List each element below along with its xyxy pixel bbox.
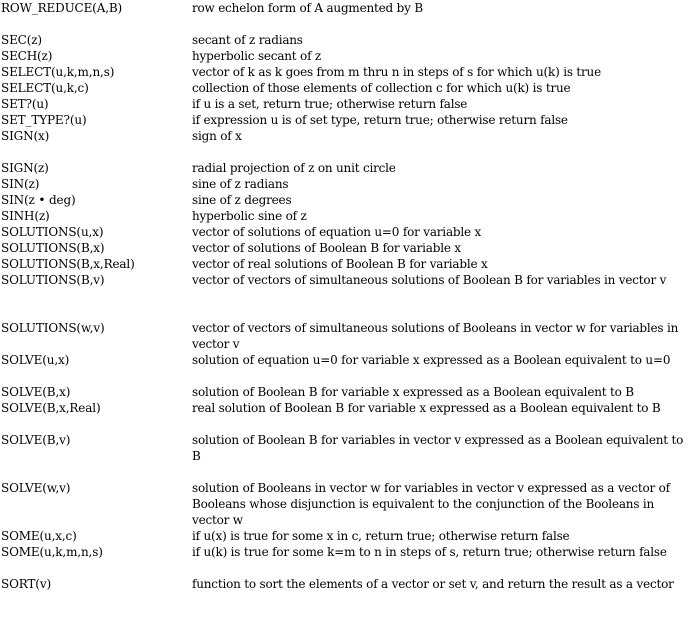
- function-description: collection of those elements of collection c for which u(k) is true: [192, 81, 571, 95]
- function-signature: SOLUTIONS(w,v): [1, 321, 105, 335]
- function-description: if u(k) is true for some k=m to n in steps of s, return true; otherwise return false: [192, 545, 667, 559]
- function-description: solution of Boolean B for variables in vector v expressed as a Boolean equivalent to B: [192, 433, 684, 463]
- function-description: hyperbolic secant of z: [192, 49, 322, 63]
- function-signature: SOLVE(B,x): [1, 385, 71, 399]
- function-signature: SELECT(u,k,m,n,s): [1, 65, 115, 79]
- function-signature: SIN(z • deg): [1, 193, 76, 207]
- function-signature: SOLVE(B,v): [1, 433, 71, 447]
- function-signature: SIN(z): [1, 177, 40, 191]
- function-signature: SOLVE(B,x,Real): [1, 401, 101, 415]
- function-description: vector of k as k goes from m thru n in steps of s for which u(k) is true: [192, 65, 601, 79]
- function-description: vector of vectors of simultaneous solutions of Booleans in vector w for variables in vector v: [192, 321, 679, 351]
- function-signature: SIGN(z): [1, 161, 49, 175]
- function-signature: ROW_REDUCE(A,B): [1, 1, 123, 15]
- function-description: solution of equation u=0 for variable x expressed as a Boolean equivalent to u=0: [192, 353, 671, 367]
- function-description: vector of real solutions of Boolean B for variable x: [192, 257, 488, 271]
- function-signature: SORT(v): [1, 577, 51, 591]
- function-description: secant of z radians: [192, 33, 303, 47]
- function-signature: SELECT(u,k,c): [1, 81, 89, 95]
- function-description: vector of solutions of Boolean B for variable x: [192, 241, 461, 255]
- function-description: if expression u is of set type, return true; otherwise return false: [192, 113, 568, 127]
- function-signature: SECH(z): [1, 49, 53, 63]
- function-description: row echelon form of A augmented by B: [192, 1, 423, 15]
- function-description: real solution of Boolean B for variable x expressed as a Boolean equivalent to B: [192, 401, 661, 415]
- function-signature: SOLUTIONS(B,x,Real): [1, 257, 135, 271]
- function-signature: SOLUTIONS(B,x): [1, 241, 105, 255]
- function-description: if u(x) is true for some x in c, return true; otherwise return false: [192, 529, 570, 543]
- function-description: function to sort the elements of a vector or set v, and return the result as a vector: [192, 577, 674, 591]
- function-signature: SINH(z): [1, 209, 50, 223]
- function-description: sine of z degrees: [192, 193, 292, 207]
- function-signature: SOLUTIONS(u,x): [1, 225, 104, 239]
- function-description: sine of z radians: [192, 177, 289, 191]
- function-description: hyperbolic sine of z: [192, 209, 307, 223]
- function-description: radial projection of z on unit circle: [192, 161, 396, 175]
- function-signature: SOME(u,x,c): [1, 529, 77, 543]
- function-signature: SEC(z): [1, 33, 42, 47]
- function-description: solution of Booleans in vector w for variables in vector v expressed as a vector of Booleans whose disjunction is equivalent to the conjunction of the Booleans in vector w: [192, 481, 670, 527]
- function-signature: SET?(u): [1, 97, 49, 111]
- function-signature: SOLUTIONS(B,v): [1, 273, 105, 287]
- function-signature: SIGN(x): [1, 129, 50, 143]
- function-signature: SOME(u,k,m,n,s): [1, 545, 103, 559]
- function-description: if u is a set, return true; otherwise return false: [192, 97, 468, 111]
- function-signature: SOLVE(w,v): [1, 481, 71, 495]
- function-description: vector of vectors of simultaneous solutions of Boolean B for variables in vector v: [192, 273, 667, 287]
- function-description: vector of solutions of equation u=0 for variable x: [192, 225, 482, 239]
- function-signature: SOLVE(u,x): [1, 353, 70, 367]
- function-description: solution of Boolean B for variable x expressed as a Boolean equivalent to B: [192, 385, 634, 399]
- function-signature: SET_TYPE?(u): [1, 113, 87, 127]
- function-description: sign of x: [192, 129, 242, 143]
